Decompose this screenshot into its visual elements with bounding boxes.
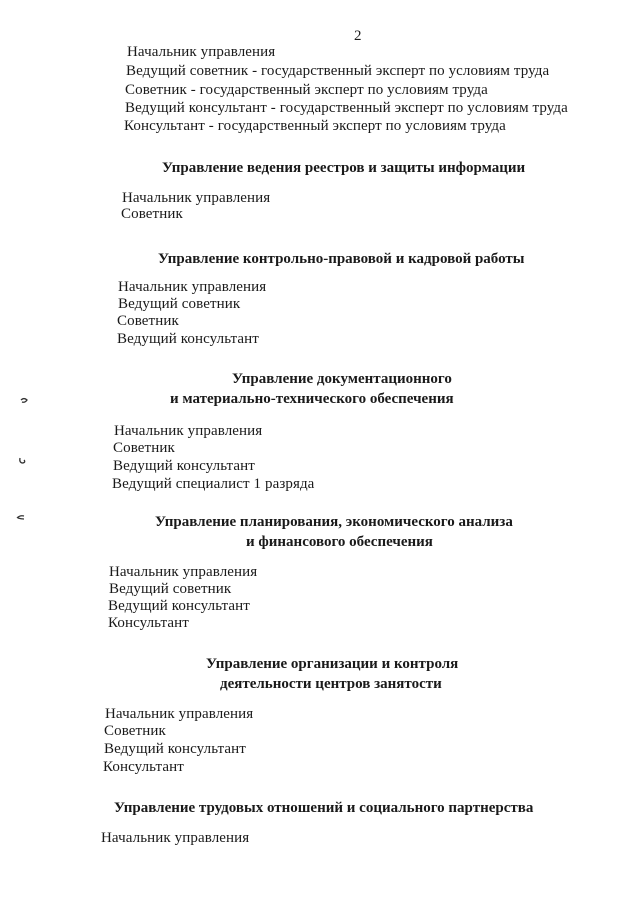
list-item: Ведущий консультант - государственный эксперт по условиям труда bbox=[125, 100, 568, 116]
list-item: Начальник управления bbox=[109, 564, 258, 580]
list-item: Ведущий консультант bbox=[108, 598, 250, 614]
list-item: Ведущий консультант bbox=[104, 741, 246, 757]
section-heading: и финансового обеспечения bbox=[246, 534, 433, 550]
list-item: Начальник управления bbox=[101, 830, 250, 846]
list-item: Советник bbox=[113, 440, 175, 456]
scan-mark bbox=[18, 456, 28, 466]
section-heading: Управление ведения реестров и защиты информации bbox=[162, 160, 526, 176]
section-heading: Управление контрольно-правовой и кадровой работы bbox=[158, 251, 525, 267]
list-item: Советник bbox=[104, 723, 166, 739]
section-heading: Управление планирования, экономического анализа bbox=[155, 514, 513, 530]
list-item: Ведущий специалист 1 разряда bbox=[112, 476, 315, 492]
list-item: Консультант - государственный эксперт по условиям труда bbox=[124, 118, 506, 134]
list-item: Ведущий консультант bbox=[113, 458, 255, 474]
list-item: Ведущий консультант bbox=[117, 331, 259, 347]
list-item: Советник - государственный эксперт по условиям труда bbox=[125, 82, 488, 98]
list-item: Консультант bbox=[108, 615, 189, 631]
section-heading: Управление трудовых отношений и социального партнерства bbox=[114, 800, 534, 816]
list-item: Ведущий советник bbox=[118, 296, 241, 312]
list-item: Консультант bbox=[103, 759, 184, 775]
section-heading: деятельности центров занятости bbox=[220, 676, 442, 692]
list-item: Начальник управления bbox=[105, 706, 254, 722]
list-item: Начальник управления bbox=[127, 44, 276, 60]
list-item: Ведущий советник - государственный эксперт по условиям труда bbox=[126, 63, 550, 79]
scan-mark bbox=[16, 513, 26, 521]
section-heading: Управление документационного bbox=[232, 371, 452, 387]
section-heading: Управление организации и контроля bbox=[206, 656, 459, 672]
list-item: Ведущий советник bbox=[109, 581, 232, 597]
scan-mark bbox=[20, 396, 30, 404]
list-item: Начальник управления bbox=[118, 279, 267, 295]
list-item: Начальник управления bbox=[114, 423, 263, 439]
list-item: Начальник управления bbox=[122, 190, 271, 206]
section-heading: и материально-технического обеспечения bbox=[170, 391, 454, 407]
list-item: Советник bbox=[117, 313, 179, 329]
list-item: Советник bbox=[121, 206, 183, 222]
page-number: 2 bbox=[354, 28, 362, 44]
